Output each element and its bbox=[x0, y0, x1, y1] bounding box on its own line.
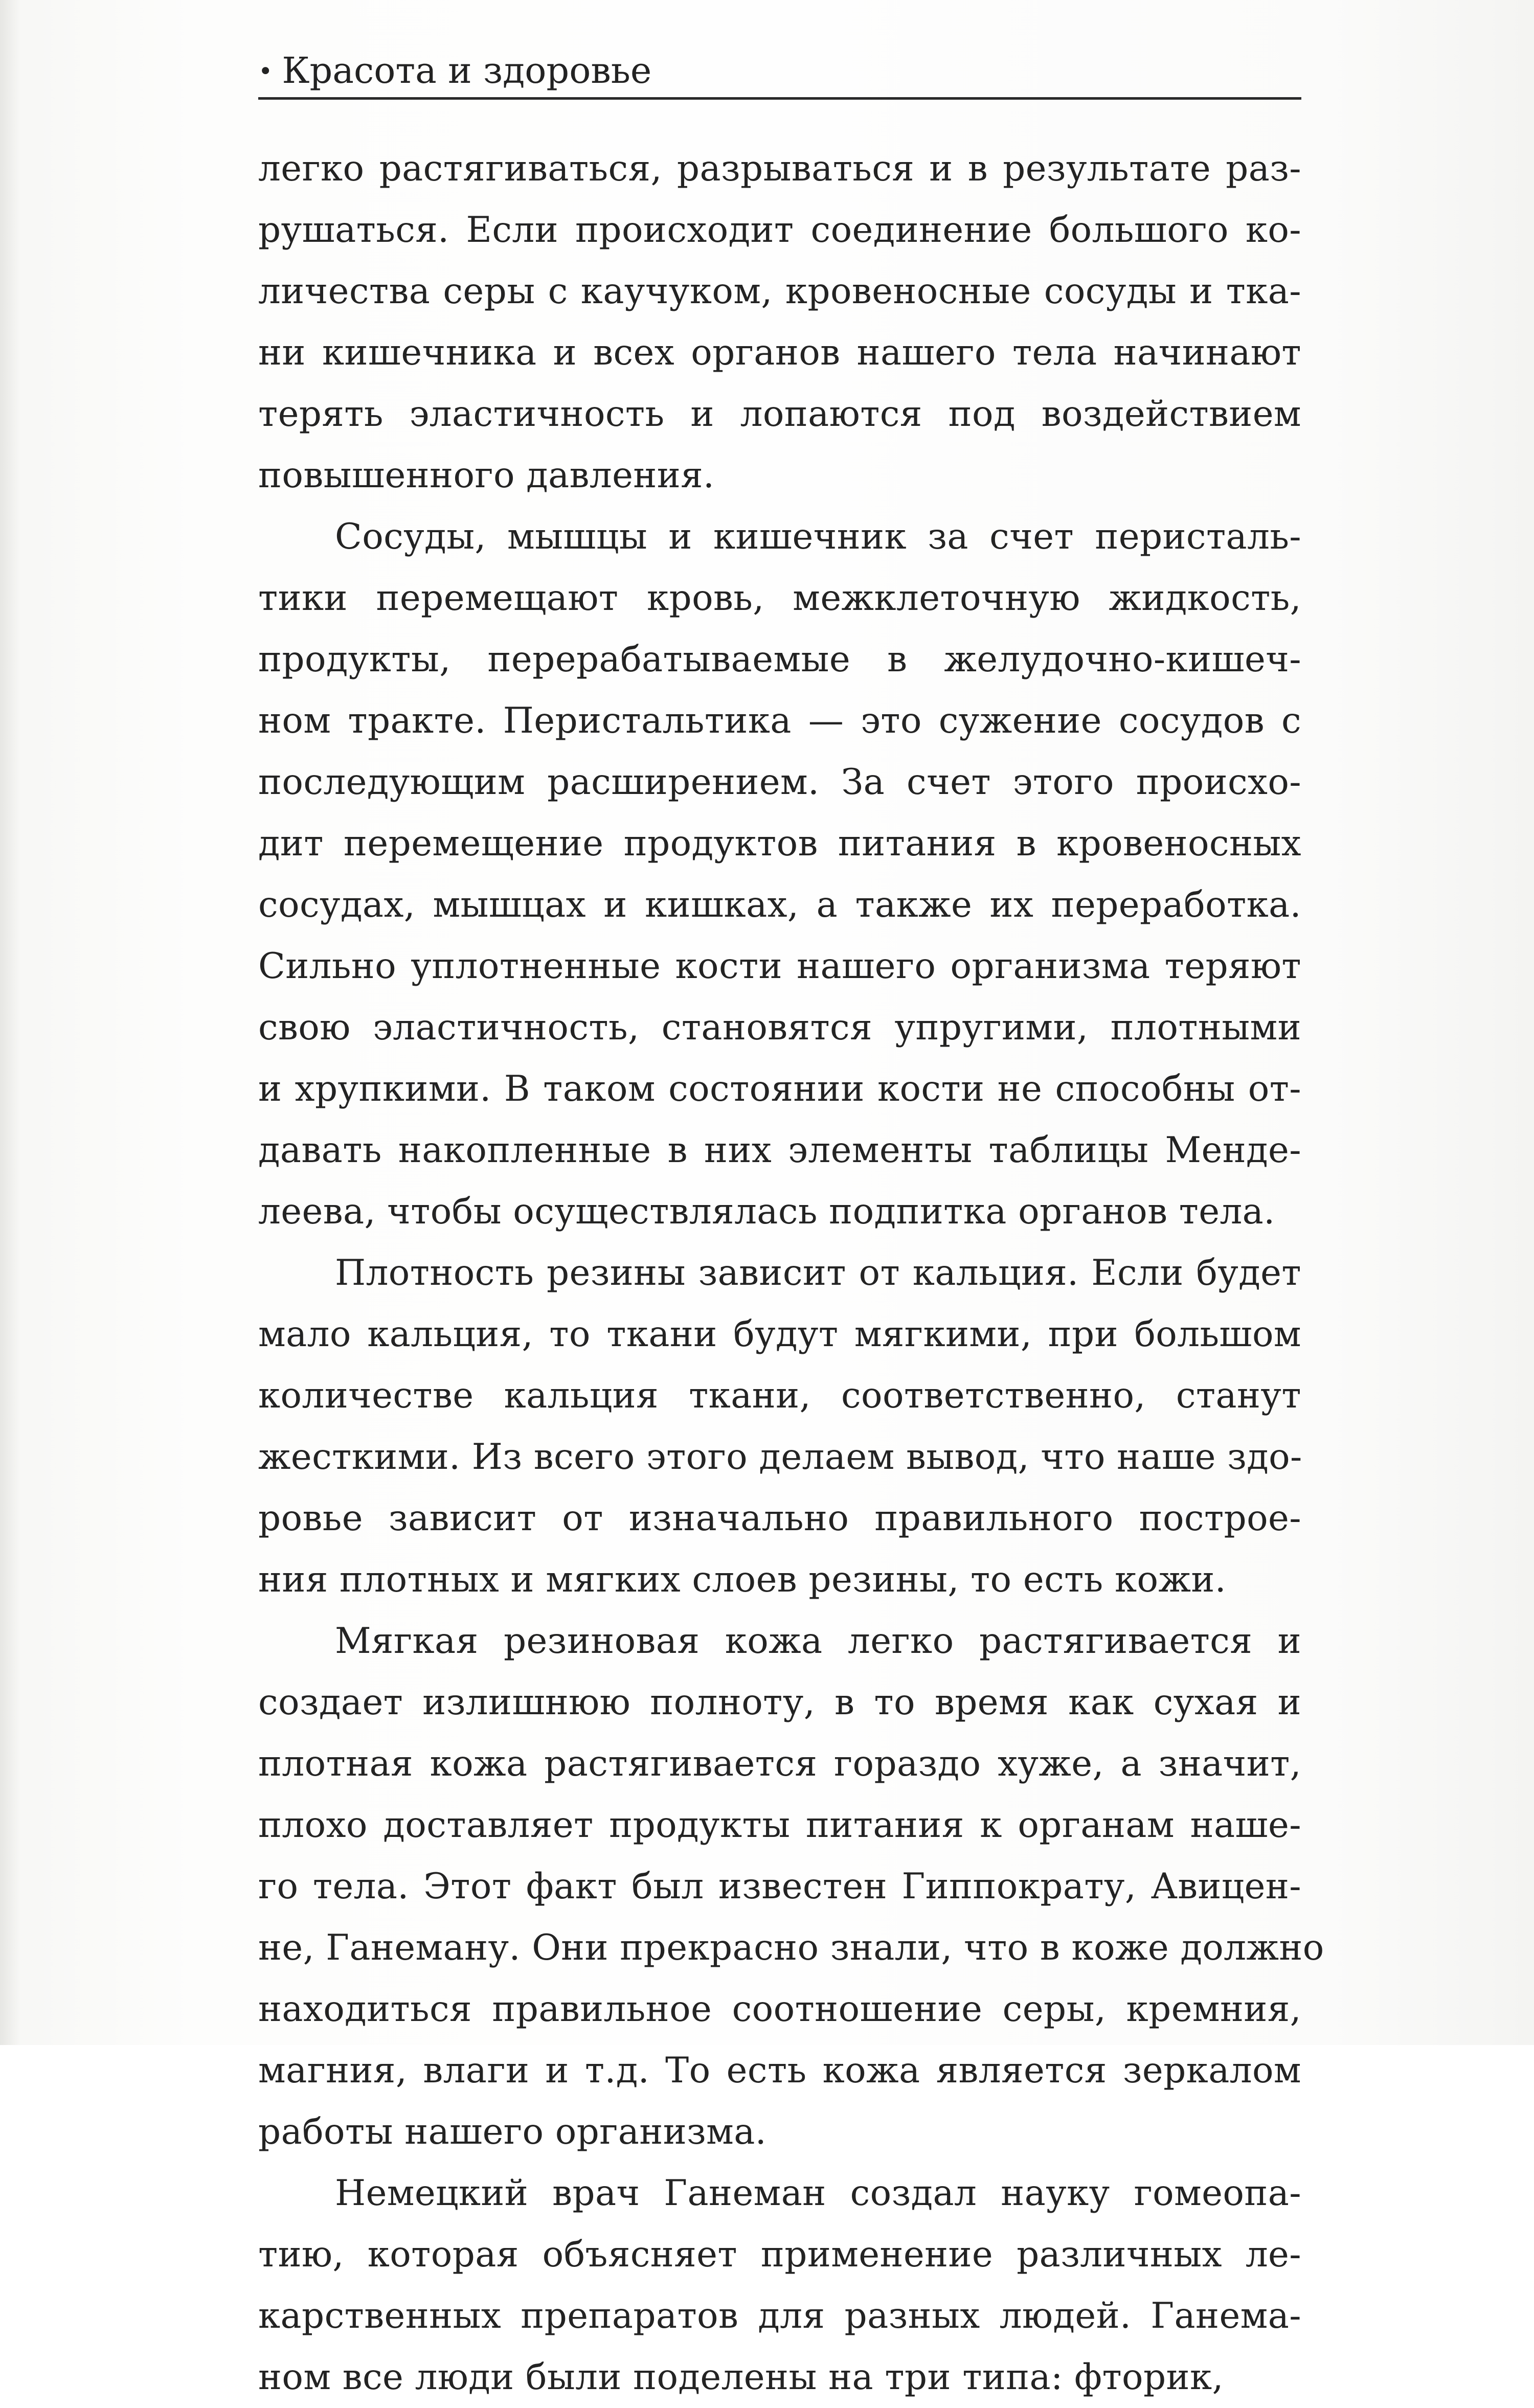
text-line: тики перемещают кровь, межклеточную жидкость, bbox=[258, 578, 1301, 619]
text-line: создает излишнюю полноту, в то время как сухая и bbox=[258, 1682, 1301, 1723]
text-line: сосудах, мышцах и кишках, а также их переработка. bbox=[258, 884, 1301, 925]
text-line: леева, чтобы осуществлялась подпитка органов тела. bbox=[258, 1191, 1275, 1232]
text-line: личества серы с каучуком, кровеносные сосуды и тка- bbox=[258, 271, 1301, 312]
text-line: Сосуды, мышцы и кишечник за счет перисталь- bbox=[335, 516, 1301, 557]
page-header bbox=[258, 38, 1301, 100]
text-line: повышенного давления. bbox=[258, 455, 715, 496]
text-line: рушаться. Если происходит соединение большого ко- bbox=[258, 210, 1301, 251]
running-head bbox=[258, 48, 651, 95]
text-line: терять эластичность и лопаются под воздействием bbox=[258, 394, 1301, 435]
paragraph bbox=[258, 138, 1301, 506]
text-line: продукты, перерабатываемые в желудочно-кишеч- bbox=[258, 639, 1301, 680]
text-line: жесткими. Из всего этого делаем вывод, что наше здо- bbox=[258, 1437, 1302, 1478]
text-line: не, Ганеману. Они прекрасно знали, что в коже должно bbox=[258, 1927, 1324, 1968]
text-line: плотная кожа растягивается гораздо хуже, а значит, bbox=[258, 1743, 1301, 1784]
text-line: Мягкая резиновая кожа легко растягивается и bbox=[335, 1621, 1301, 1662]
paragraph bbox=[258, 2163, 1301, 2408]
text-line: тию, которая объясняет применение различных ле- bbox=[258, 2234, 1301, 2275]
text-line: ровье зависит от изначально правильного построе- bbox=[258, 1498, 1301, 1539]
running-title: Красота и здоровье bbox=[282, 50, 652, 92]
paragraph bbox=[258, 1242, 1301, 1610]
paragraph bbox=[258, 506, 1301, 1242]
text-line: свою эластичность, становятся упругими, плотными bbox=[258, 1007, 1301, 1048]
text-line: последующим расширением. За счет этого происхо- bbox=[258, 762, 1301, 803]
text-line: и хрупкими. В таком состоянии кости не способны от- bbox=[258, 1069, 1301, 1109]
text-line: го тела. Этот факт был известен Гиппократу, Авицен- bbox=[258, 1866, 1301, 1907]
text-line: дит перемещение продуктов питания в кровеносных bbox=[258, 823, 1301, 864]
text-line: ном все люди были поделены на три типа: фторик, bbox=[258, 2357, 1224, 2398]
text-line: ния плотных и мягких слоев резины, то есть кожи. bbox=[258, 1559, 1227, 1600]
text-line: Немецкий врач Ганеман создал науку гомеопа- bbox=[335, 2173, 1301, 2214]
text-line: находиться правильное соотношение серы, кремния, bbox=[258, 1989, 1301, 2030]
text-line: магния, влаги и т.д. То есть кожа является зеркалом bbox=[258, 2050, 1301, 2091]
header-bullet: • bbox=[258, 57, 273, 86]
text-line: плохо доставляет продукты питания к органам наше- bbox=[258, 1805, 1301, 1846]
paragraph bbox=[258, 1610, 1324, 2163]
body-text bbox=[258, 138, 1324, 2408]
text-line: ном тракте. Перистальтика — это сужение сосудов с bbox=[258, 700, 1301, 741]
text-line: работы нашего организма. bbox=[258, 2111, 767, 2152]
text-line: Плотность резины зависит от кальция. Если будет bbox=[335, 1253, 1301, 1293]
text-line: количестве кальция ткани, соответственно, станут bbox=[258, 1375, 1301, 1416]
text-line: давать накопленные в них элементы таблицы Менде- bbox=[258, 1130, 1301, 1171]
text-line: Сильно уплотненные кости нашего организма теряют bbox=[258, 946, 1301, 987]
text-line: легко растягиваться, разрываться и в результате раз- bbox=[258, 148, 1301, 189]
page-edge-shadow bbox=[0, 0, 20, 2045]
text-line: ни кишечника и всех органов нашего тела начинают bbox=[258, 332, 1301, 373]
header-rule bbox=[258, 97, 1301, 100]
text-line: мало кальция, то ткани будут мягкими, при большом bbox=[258, 1314, 1301, 1355]
text-line: карственных препаратов для разных людей. Ганема- bbox=[258, 2296, 1301, 2336]
